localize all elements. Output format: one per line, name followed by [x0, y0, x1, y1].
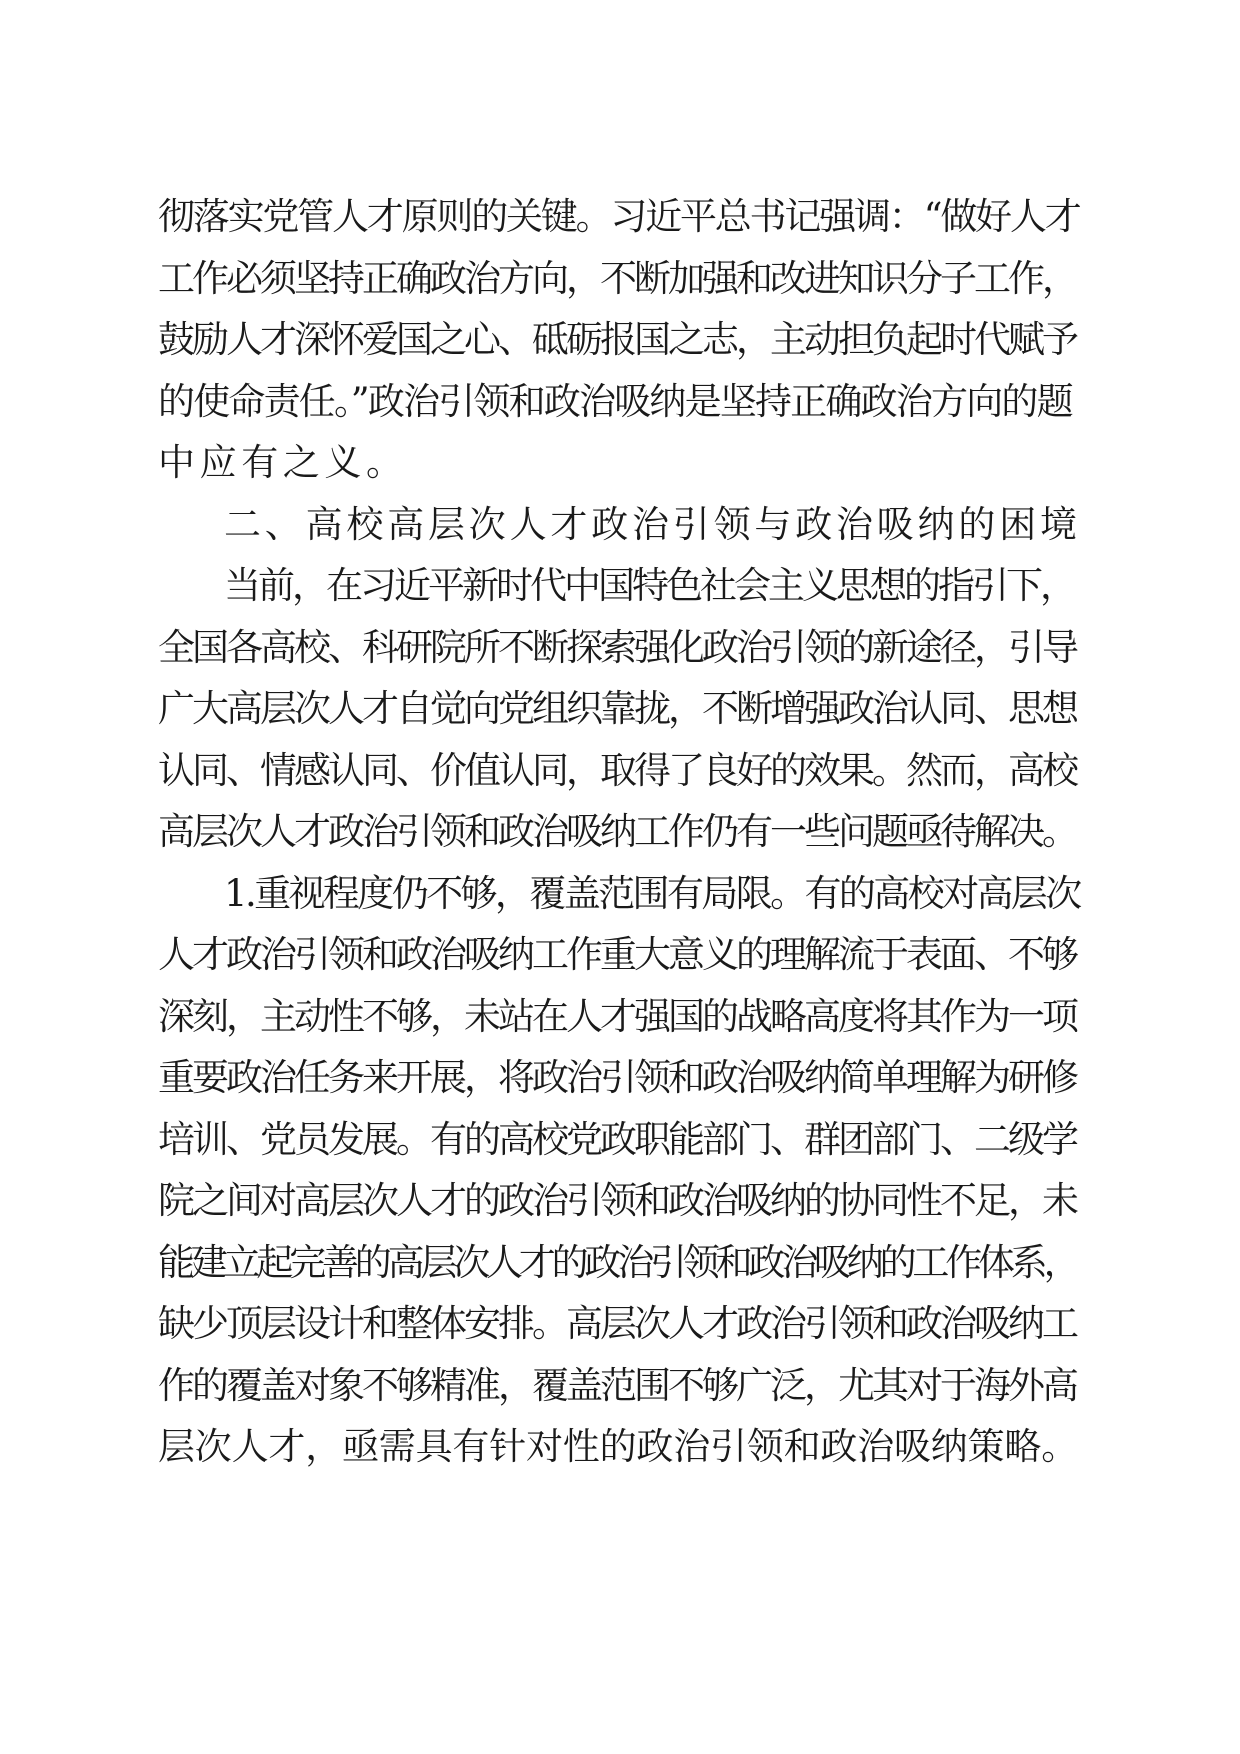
text-line: 的使命责任。”政治引领和政治吸纳是坚持正确政治方向的题	[158, 379, 1072, 423]
text-line: 深刻，主动性不够，未站在人才强国的战略高度将其作为一项	[158, 994, 1076, 1038]
text-line: 彻落实党管人才原则的关键。习近平总书记强调：“做好人才	[158, 195, 1080, 238]
text-line: 1.重视程度仍不够，覆盖范围有局限。有的高校对高层次	[224, 871, 1080, 915]
text-line: 认同、情感认同、价值认同，取得了良好的效果。然而，高校	[158, 748, 1076, 792]
body-text	[158, 186, 1082, 1478]
text-line: 重要政治任务来开展，将政治引领和政治吸纳简单理解为研修	[158, 1056, 1076, 1099]
text-line: 工作必须坚持正确政治方向，不断加强和改进知识分子工作，	[158, 256, 1076, 300]
text-line: 作的覆盖对象不够精准，覆盖范围不够广泛，尤其对于海外高	[158, 1363, 1076, 1407]
text-line: 中应有之义。	[158, 441, 408, 484]
text-line: 缺少顶层设计和整体安排。高层次人才政治引领和政治吸纳工	[158, 1302, 1076, 1345]
text-line: 鼓励人才深怀爱国之心、砥砺报国之志，主动担负起时代赋予	[158, 318, 1076, 361]
text-line: 能建立起完善的高层次人才的政治引领和政治吸纳的工作体系，	[158, 1240, 1077, 1284]
text-line: 高层次人才政治引领和政治吸纳工作仍有一些问题亟待解决。	[158, 810, 1076, 853]
text-line: 二、高校高层次人才政治引领与政治吸纳的困境	[224, 502, 1081, 546]
text-line: 院之间对高层次人才的政治引领和政治吸纳的协同性不足，未	[158, 1179, 1076, 1222]
text-line: 全国各高校、科研院所不断探索强化政治引领的新途径，引导	[158, 625, 1076, 669]
text-line: 人才政治引领和政治吸纳工作重大意义的理解流于表面、不够	[158, 933, 1076, 976]
text-line: 培训、党员发展。有的高校党政职能部门、群团部门、二级学	[158, 1117, 1076, 1161]
text-line: 层次人才，亟需具有针对性的政治引领和政治吸纳策略。	[158, 1425, 1078, 1468]
text-line: 当前，在习近平新时代中国特色社会主义思想的指引下，	[224, 564, 1074, 607]
text-line: 广大高层次人才自觉向党组织靠拢，不断增强政治认同、思想	[158, 687, 1076, 730]
